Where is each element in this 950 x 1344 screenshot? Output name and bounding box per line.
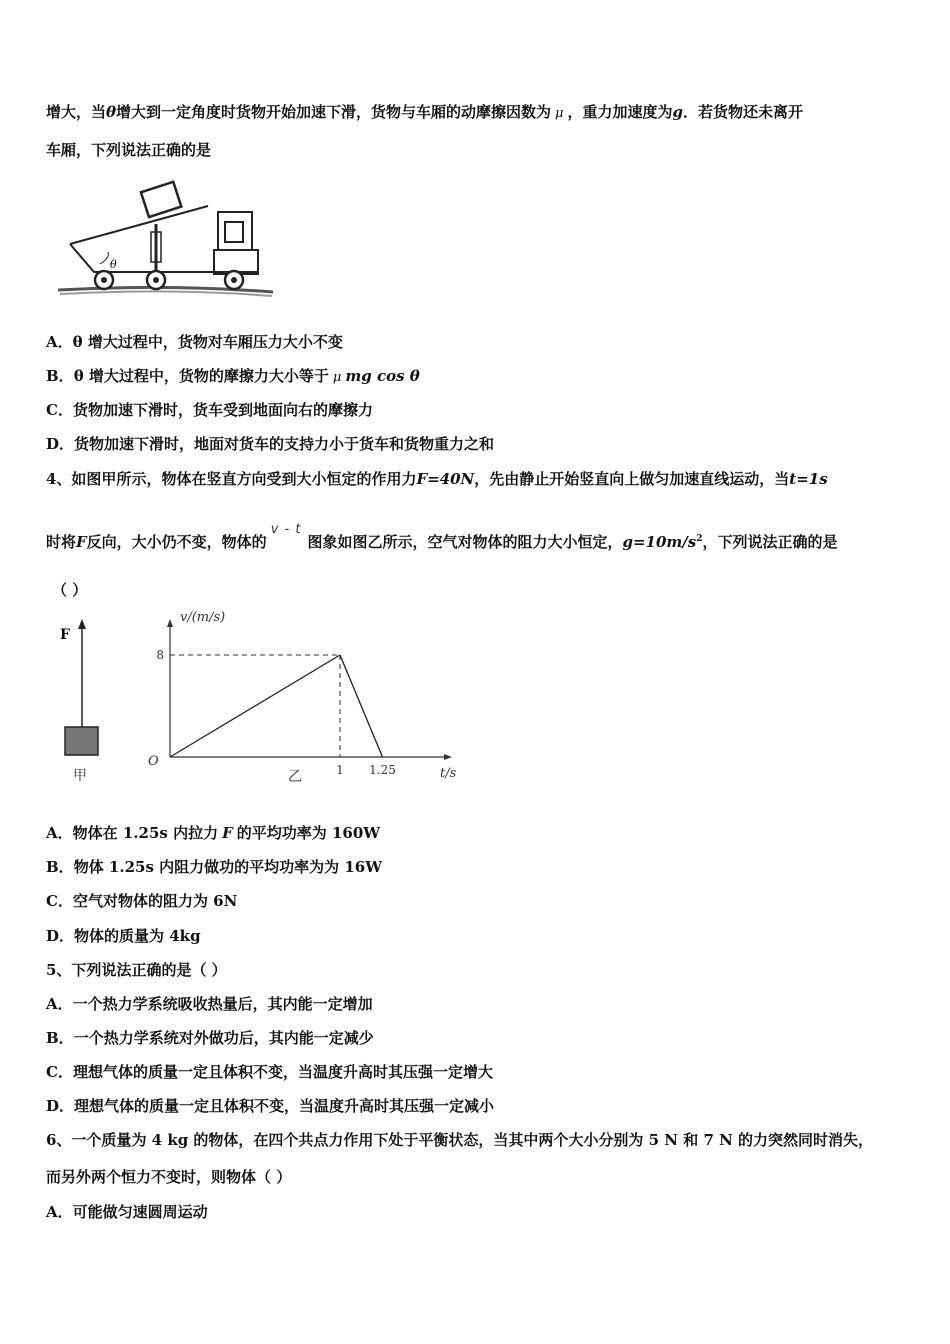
q6-stem-line1: 6、一个质量为 4 kg 的物体，在四个共点力作用下处于平衡状态，当其中两个大小分别为 5 N 和 7 N 的力突然同时消失， [46, 1131, 874, 1149]
option-label: B． [46, 858, 74, 876]
q4-option-c [46, 890, 237, 911]
option-label: B． [46, 367, 74, 385]
q3-stem-line2: 车厢，下列说法正确的是 [46, 141, 212, 159]
q4-text: ，下列说法正确的是 [702, 533, 838, 551]
figure-jia [55, 615, 115, 785]
mu-symbol: μ [332, 370, 342, 385]
time-value: t=1s [789, 470, 828, 488]
dump-truck-figure [58, 172, 278, 302]
figure-theta-label: θ [110, 258, 117, 271]
x-tick-label: 1.25 [369, 763, 396, 777]
option-text: 物体在 1.25s 内拉力 [72, 824, 219, 842]
q3-text: ．若货物还未离开 [683, 103, 804, 121]
option-label: C． [46, 892, 73, 910]
block [65, 727, 98, 755]
option-text: 理想气体的质量一定且体积不变，当温度升高时其压强一定减小 [74, 1097, 495, 1115]
option-label: B． [46, 1029, 74, 1047]
q5-option-a [46, 993, 373, 1014]
g-symbol: g [672, 103, 684, 121]
q3-option-a [46, 331, 343, 352]
vt-symbol: v - t [270, 522, 302, 537]
option-text: 空气对物体的阻力为 6N [72, 892, 238, 910]
q5-option-b [46, 1027, 374, 1048]
option-text: 货物加速下滑时，地面对货车的支持力小于货车和货物重力之和 [74, 435, 495, 453]
q3-stem-line1 [46, 101, 803, 122]
option-text: 货物加速下滑时，货车受到地面向右的摩擦力 [72, 401, 373, 419]
x-axis-label: t/s [440, 766, 457, 781]
figure-caption-jia: 甲 [73, 768, 87, 784]
option-text: 的平均功率为 160W [236, 824, 381, 842]
option-text: 一个热力学系统对外做功后，其内能一定减少 [73, 1029, 374, 1047]
origin-label: O [148, 754, 159, 769]
option-label: A． [46, 824, 73, 842]
force-value: F=40N [416, 470, 475, 488]
q3-text: ，重力加速度为 [567, 103, 673, 121]
vt-chart [140, 605, 470, 790]
option-label: D． [46, 435, 75, 453]
figure-caption-yi: 乙 [288, 769, 302, 785]
option-text: θ 增大过程中，货物对车厢压力大小不变 [72, 333, 343, 351]
option-text: 可能做匀速圆周运动 [72, 1203, 208, 1221]
g-exponent: 2 [696, 534, 703, 544]
q5-option-d [46, 1095, 494, 1116]
option-label: A． [46, 333, 73, 351]
option-label: D． [46, 927, 75, 945]
mu-symbol: μ [555, 106, 564, 121]
q4-text: 4、如图甲所示，物体在竖直方向受到大小恒定的作用力 [46, 470, 417, 488]
q6-stem-line2: 而另外两个恒力不变时，则物体（ ） [46, 1168, 292, 1186]
q4-option-a [46, 822, 380, 843]
q3-option-c [46, 399, 373, 420]
y-tick-label: 8 [156, 648, 164, 662]
q3-option-d [46, 433, 494, 454]
q4-text: 时将 [46, 533, 77, 551]
option-label: A． [46, 995, 73, 1013]
force-symbol: F [222, 824, 233, 842]
series-segment-accelerate [170, 655, 340, 757]
option-label: A． [46, 1203, 73, 1221]
g-value: g=10m/s [622, 533, 697, 551]
q4-option-d [46, 925, 201, 946]
q4-text: ，先由静止开始竖直向上做匀加速直线运动，当 [474, 470, 790, 488]
y-axis-label: v/(m/s) [180, 610, 226, 625]
q4-stem-line1 [46, 468, 828, 489]
force-symbol: F [76, 533, 87, 551]
q4-option-b [46, 856, 382, 877]
q5-stem: 5、下列说法正确的是（ ） [46, 961, 227, 979]
q3-text: 增大，当 [46, 103, 107, 121]
option-text: 一个热力学系统吸收热量后，其内能一定增加 [72, 995, 373, 1013]
theta-symbol: θ [106, 103, 117, 121]
option-text: 理想气体的质量一定且体积不变，当温度升高时其压强一定增大 [72, 1063, 493, 1081]
q3-text: 增大到一定角度时货物开始加速下滑，货物与车厢的动摩擦因数为 [116, 103, 552, 121]
answer-paren: （ ） [52, 581, 88, 599]
option-label: C． [46, 401, 73, 419]
q6-option-a [46, 1201, 208, 1222]
option-label: D． [46, 1097, 75, 1115]
force-label: F [60, 627, 70, 643]
series-segment-decelerate [340, 655, 383, 757]
q3-option-b [46, 365, 420, 386]
option-label: C． [46, 1063, 73, 1081]
q5-option-c [46, 1061, 493, 1082]
option-formula: mg cos θ [345, 367, 420, 385]
option-text: 物体的质量为 4kg [74, 927, 201, 945]
option-text: θ 增大过程中，货物的摩擦力大小等于 [73, 367, 329, 385]
option-text: 物体 1.25s 内阻力做功的平均功率为为 16W [73, 858, 383, 876]
q4-text: 图象如图乙所示，空气对物体的阻力大小恒定， [307, 533, 623, 551]
x-tick-label: 1 [336, 763, 344, 777]
q4-text: 反向，大小仍不变，物体的 [86, 533, 267, 551]
q4-stem-line2 [46, 522, 838, 552]
